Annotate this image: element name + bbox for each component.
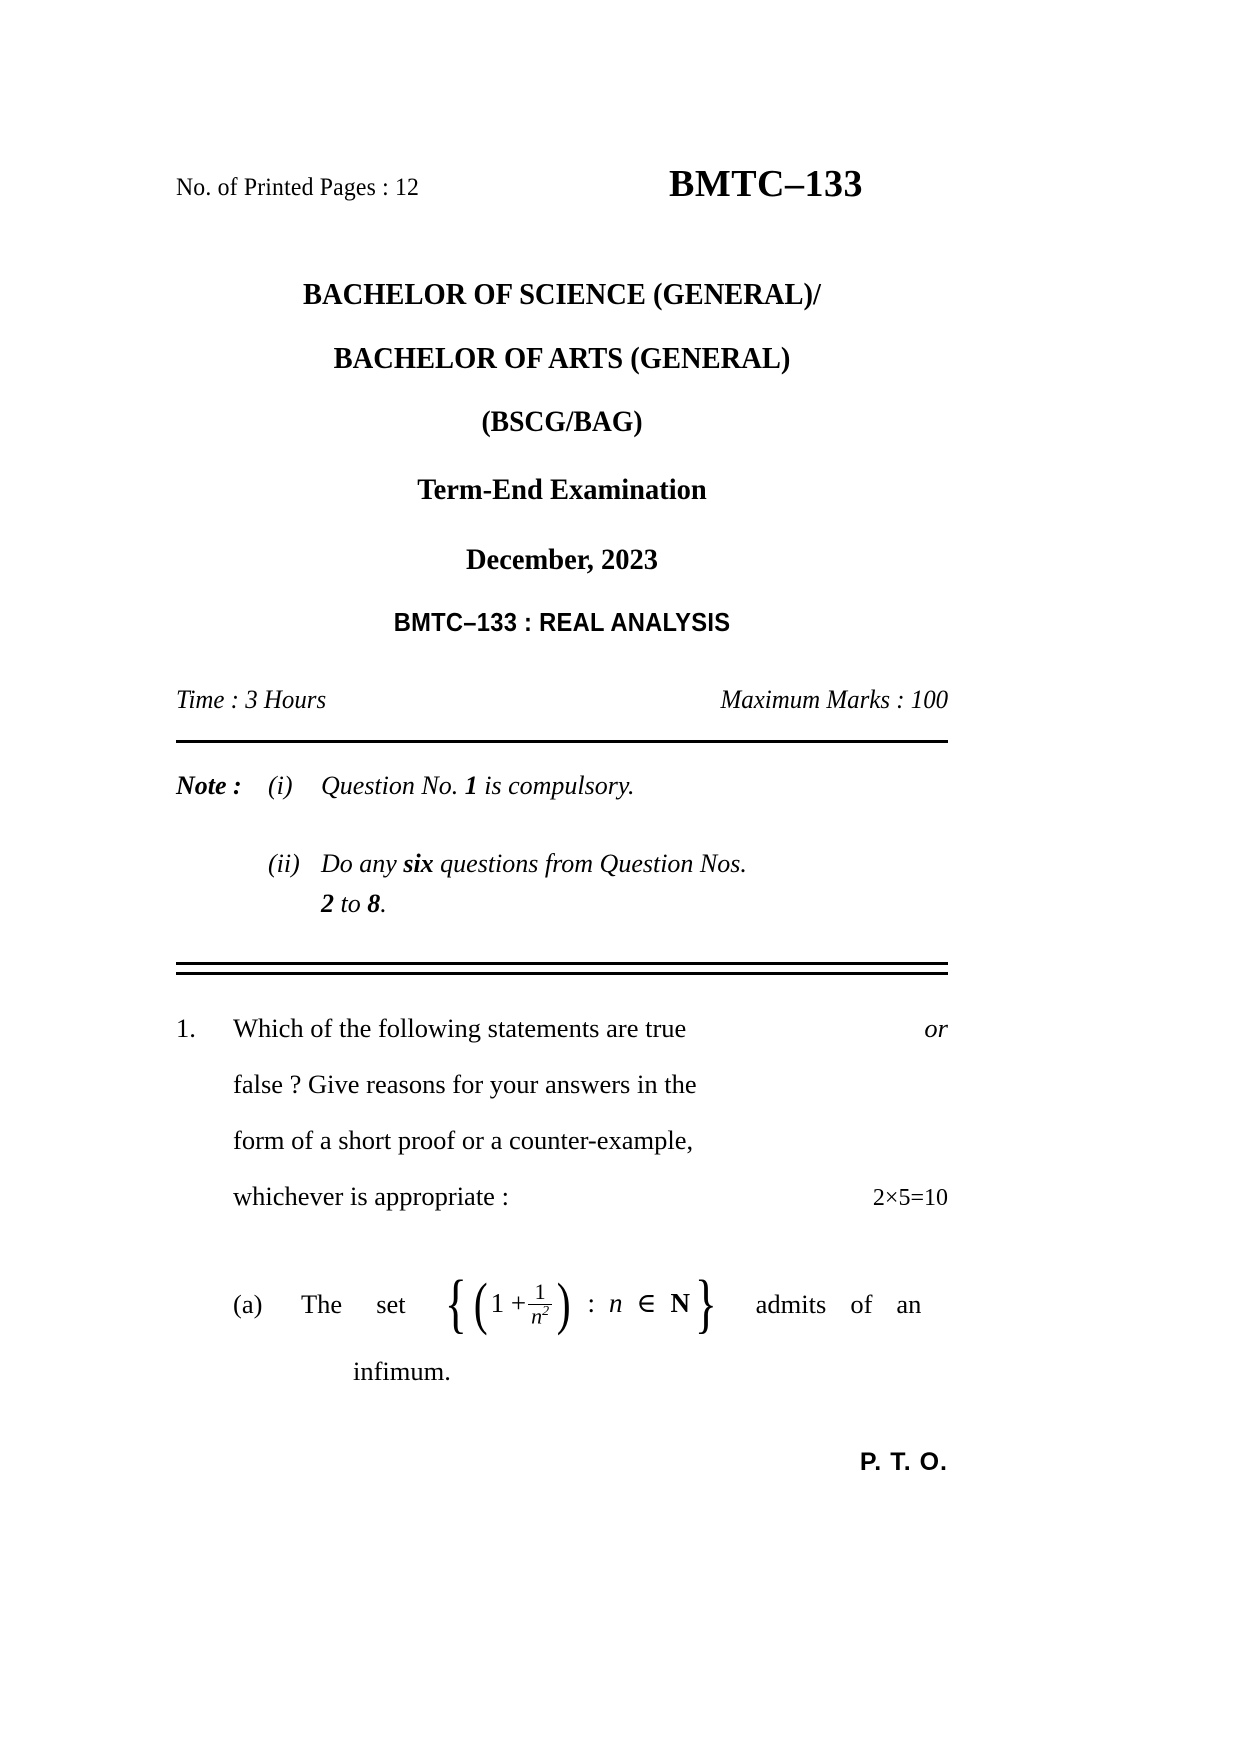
math-natural-numbers-symbol: N — [670, 1288, 690, 1319]
note-item-1-text-a: Question No. — [321, 771, 465, 800]
exam-duration: Time : 3 Hours — [176, 684, 327, 714]
part-a-word-set: set — [376, 1288, 406, 1319]
question-1-part-a-row — [233, 1258, 948, 1350]
question-1-number: 1. — [176, 1013, 196, 1043]
part-a-word-admits: admits — [755, 1288, 827, 1319]
note-item-2-range-start: 2 — [321, 889, 334, 918]
exam-type-title: Term-End Examination — [417, 473, 707, 506]
programme-title-line-2: BACHELOR OF ARTS (GENERAL) — [333, 340, 791, 375]
note-block — [176, 766, 948, 934]
subject-title: BMTC–133 : REAL ANALYSIS — [393, 609, 731, 637]
question-1-line-2: false ? Give reasons for your answers in the — [233, 1069, 697, 1099]
horizontal-rule-double — [176, 962, 948, 975]
horizontal-rule-single — [176, 740, 948, 743]
question-1-body — [233, 1000, 948, 1226]
printed-pages-label: No. of Printed Pages : 12 — [176, 172, 420, 201]
note-item-2-continuation — [321, 884, 948, 924]
math-fraction-denominator — [528, 1304, 552, 1328]
part-a-label: (a) — [233, 1288, 263, 1319]
exam-info-row — [176, 684, 948, 724]
question-1-line-1-text: Which of the following statements are true — [233, 1013, 687, 1043]
course-code: BMTC–133 — [669, 163, 863, 205]
math-fraction-denominator-exponent: 2 — [542, 1304, 550, 1320]
maximum-marks: Maximum Marks : 100 — [720, 684, 948, 714]
note-item-2-emphasis: six — [403, 849, 434, 878]
note-item-2-text-b: questions from Question Nos. — [433, 849, 747, 878]
part-a-word-the: The — [301, 1288, 343, 1319]
note-item-1-text-b: is compulsory. — [477, 771, 635, 800]
note-item-2-range-period: . — [380, 889, 387, 918]
math-fraction-numerator: 1 — [534, 1279, 546, 1305]
note-item-2 — [176, 844, 948, 934]
programme-title-line-1: BACHELOR OF SCIENCE (GENERAL)/ — [303, 276, 821, 311]
note-item-1 — [176, 766, 948, 810]
page-turn-over-indicator: P. T. O. — [859, 1448, 948, 1476]
part-a-word-an: an — [896, 1288, 922, 1319]
math-element-of-symbol: ∈ — [636, 1288, 657, 1319]
part-a-math-expression: { ( 1 + $\frac{1}{n^2}$ ) : n ∈ N } — [444, 1266, 717, 1340]
part-a-continuation: infimum. — [353, 1356, 451, 1386]
note-item-2-number: (ii) — [268, 849, 300, 878]
question-1-line-1 — [233, 1000, 948, 1056]
question-1-marks: 2×5=10 — [872, 1185, 948, 1211]
math-fraction-denominator-base: n — [531, 1303, 543, 1329]
math-one-plus: 1 + — [490, 1288, 527, 1319]
math-fraction — [528, 1281, 552, 1328]
note-item-2-range-end: 8 — [367, 889, 381, 918]
math-colon: : — [587, 1288, 595, 1319]
part-a-word-of: of — [850, 1288, 873, 1319]
question-1-part-a — [233, 1258, 948, 1387]
question-1-line-4-row — [233, 1168, 948, 1226]
title-block — [176, 262, 948, 652]
math-variable-n: n — [608, 1288, 623, 1319]
note-item-1-text — [321, 766, 948, 806]
question-1 — [176, 1000, 948, 1226]
note-item-2-range-sep: to — [334, 889, 368, 918]
note-item-1-emphasis: 1 — [464, 771, 478, 800]
question-1-line-4: whichever is appropriate : — [233, 1181, 509, 1211]
note-label: Note : — [176, 771, 242, 800]
note-item-2-text-a: Do any — [321, 849, 404, 878]
note-item-1-number: (i) — [268, 771, 293, 800]
programme-code-title: (BSCG/BAG) — [481, 405, 643, 438]
question-1-line-3: form of a short proof or a counter-example, — [233, 1125, 694, 1155]
exam-session-title: December, 2023 — [465, 543, 659, 576]
page-header — [176, 163, 948, 218]
note-item-2-text — [321, 844, 948, 884]
question-1-line-1-italic: or — [924, 1013, 948, 1043]
